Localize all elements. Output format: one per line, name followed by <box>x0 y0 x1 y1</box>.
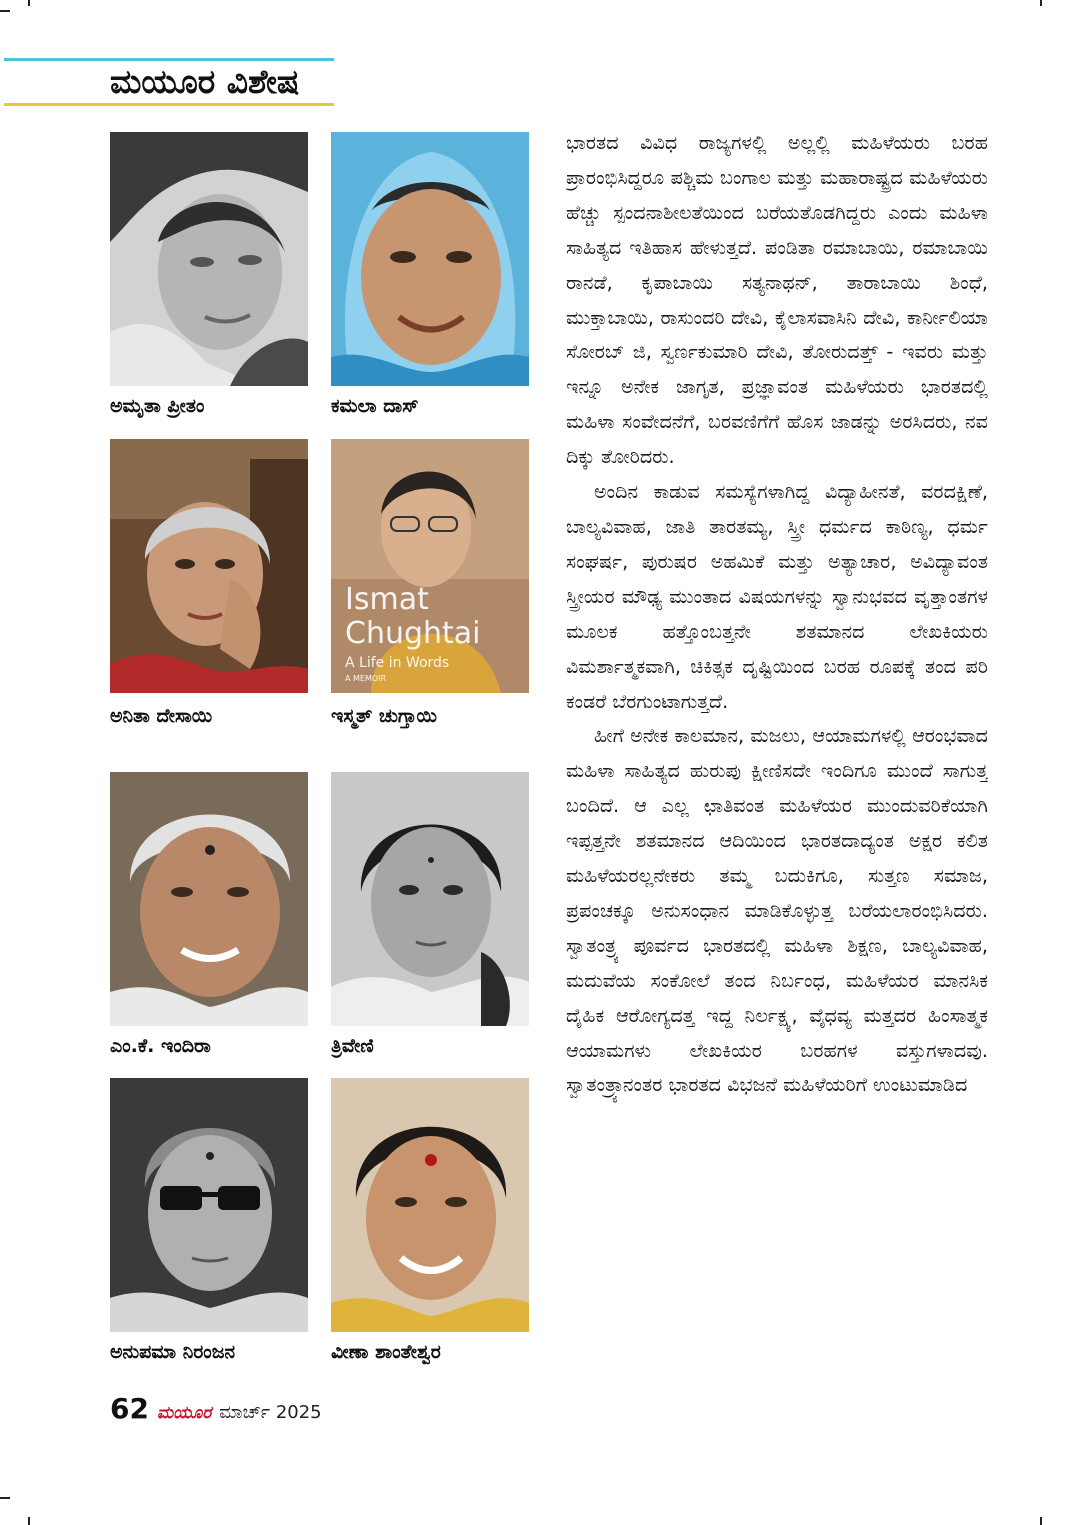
book-tagline: A MEMOIR <box>345 674 387 683</box>
portrait-caption: ಎಂ.ಕೆ. ಇಂದಿರಾ <box>110 1035 211 1057</box>
portrait-caption: ಅನುಪಮಾ ನಿರಂಜನ <box>110 1341 236 1363</box>
portrait-photo <box>331 132 529 386</box>
section-title: ಮಯೂರ ವಿಶೇಷ <box>110 62 300 101</box>
book-title: Ismat <box>345 582 429 617</box>
magazine-logo: ಮಯೂರ <box>156 1403 212 1423</box>
issue-date: ಮಾರ್ಚ್ 2025 <box>219 1402 322 1423</box>
page-number: 62 <box>110 1392 149 1425</box>
portrait-photo <box>110 1078 308 1332</box>
article-paragraph: ಅಂದಿನ ಕಾಡುವ ಸಮಸ್ಯೆಗಳಾಗಿದ್ದ ವಿದ್ಯಾಹೀನತೆ, ವರದಕ್ಷಿಣೆ, ಬಾಲ್ಯವಿವಾಹ, ಜಾತಿ ತಾರತಮ್ಯ, ಸ್ತ್ರೀ ಧರ್ಮದ ಕಾಠಿಣ್ಯ, ಧರ್ಮ ಸಂಘರ್ಷ, ಪುರುಷರ ಅಹಮಿಕೆ ಮತ್ತು ಅತ್ಯಾಚಾರ, ಅವಿದ್ಯಾವಂತ ಸ್ತ್ರೀಯರ ಮೌಢ್ಯ ಮುಂತಾದ ವಿಷಯಗಳನ್ನು ಸ್ವಾನುಭವದ ವೃತ್ತಾಂತಗಳ ಮೂಲಕ ಹತ್ತೊಂಬತ್ತನೇ ಶತಮಾನದ ಲೇಖಕಿಯರು ವಿಮರ್ಶಾತ್ಮಕವಾಗಿ, ಚಿಕಿತ್ಸಕ ದೃಷ್ಟಿಯಿಂದ ಬರಹ ರೂಪಕ್ಕೆ ತಂದ ಪರಿ ಕಂಡರೆ ಬೆರಗುಂಟಾಗುತ್ತದೆ. <box>566 480 988 713</box>
portrait-caption: ವೀಣಾ ಶಾಂತೇಶ್ವರ <box>331 1341 441 1363</box>
portrait-photo <box>331 772 529 1026</box>
portrait-photo <box>110 439 308 693</box>
portrait-caption: ಅನಿತಾ ದೇಸಾಯಿ <box>110 705 213 727</box>
header-rule-yellow <box>4 103 334 106</box>
crop-mark <box>0 10 10 12</box>
crop-mark <box>28 1517 30 1525</box>
page-footer <box>110 1392 322 1432</box>
portrait-photo <box>110 132 308 386</box>
portrait-photo <box>110 772 308 1026</box>
portrait-caption: ಇಸ್ಮತ್ ಚುಗ್ತಾಯಿ <box>331 705 437 727</box>
book-subtitle: A Life in Words <box>345 655 450 671</box>
crop-mark <box>0 1497 10 1499</box>
header-rule-cyan <box>4 58 334 61</box>
crop-mark <box>1040 0 1042 6</box>
portrait-caption: ತ್ರಿವೇಣಿ <box>331 1035 374 1057</box>
book-cover <box>331 439 529 693</box>
article-paragraph: ಹೀಗೆ ಅನೇಕ ಕಾಲಮಾನ, ಮಜಲು, ಆಯಾಮಗಳಲ್ಲಿ ಆರಂಭವಾದ ಮಹಿಳಾ ಸಾಹಿತ್ಯದ ಹುರುಪು ಕ್ಷೀಣಿಸದೇ ಇಂದಿಗೂ ಮುಂದೆ ಸಾಗುತ್ತ ಬಂದಿದೆ. ಆ ಎಲ್ಲ ಛಾತಿವಂತ ಮಹಿಳೆಯರ ಮುಂದುವರಿಕೆಯಾಗಿ ಇಪ್ಪತ್ತನೇ ಶತಮಾನದ ಆದಿಯಿಂದ ಭಾರತದಾದ್ಯಂತ ಅಕ್ಷರ ಕಲಿತ ಮಹಿಳೆಯರಲ್ಲನೇಕರು ತಮ್ಮ ಬದುಕಿಗೂ, ಸುತ್ತಣ ಸಮಾಜ, ಪ್ರಪಂಚಕ್ಕೂ ಅನುಸಂಧಾನ ಮಾಡಿಕೊಳ್ಳುತ್ತ ಬರೆಯಲಾರಂಭಿಸಿದರು. ಸ್ವಾತಂತ್ರ್ಯ ಪೂರ್ವದ ಭಾರತದಲ್ಲಿ ಮಹಿಳಾ ಶಿಕ್ಷಣ, ಬಾಲ್ಯವಿವಾಹ, ಮದುವೆಯ ಸಂಕೋಲೆ ತಂದ ನಿರ್ಬಂಧ, ಮಹಿಳೆಯರ ಮಾನಸಿಕ ದೈಹಿಕ ಆರೋಗ್ಯದತ್ತ ಇದ್ದ ನಿರ್ಲಕ್ಷ್ಯ, ವೈಧವ್ಯ ಮತ್ತದರ ಹಿಂಸಾತ್ಮಕ ಆಯಾಮಗಳು ಲೇಖಕಿಯರ ಬರಹಗಳ ವಸ್ತುಗಳಾದವು. ಸ್ವಾತಂತ್ರ್ಯಾನಂತರ ಭಾರತದ ವಿಭಜನೆ ಮಹಿಳೆಯರಿಗೆ ಉಂಟುಮಾಡಿದ <box>566 724 988 1097</box>
book-author: Chughtai <box>345 616 481 651</box>
crop-mark <box>1040 1517 1042 1525</box>
portrait-caption: ಕಮಲಾ ದಾಸ್ <box>331 395 419 417</box>
article-paragraph: ಭಾರತದ ವಿವಿಧ ರಾಜ್ಯಗಳಲ್ಲಿ ಅಲ್ಲಲ್ಲಿ ಮಹಿಳೆಯರು ಬರಹ ಪ್ರಾರಂಭಿಸಿದ್ದರೂ ಪಶ್ಚಿಮ ಬಂಗಾಲ ಮತ್ತು ಮಹಾರಾಷ್ಟ್ರದ ಮಹಿಳೆಯರು ಹೆಚ್ಚು ಸ್ಪಂದನಾಶೀಲತೆಯಿಂದ ಬರೆಯತೊಡಗಿದ್ದರು ಎಂದು ಮಹಿಳಾ ಸಾಹಿತ್ಯದ ಇತಿಹಾಸ ಹೇಳುತ್ತದೆ. ಪಂಡಿತಾ ರಮಾಬಾಯಿ, ರಮಾಬಾಯಿ ರಾನಡೆ, ಕೃಪಾಬಾಯಿ ಸತ್ಯನಾಥನ್, ತಾರಾಬಾಯಿ ಶಿಂಧೆ, ಮುಕ್ತಾಬಾಯಿ, ರಾಸುಂದರಿ ದೇವಿ, ಕೈಲಾಸವಾಸಿನಿ ದೇವಿ, ಕಾರ್ನೀಲಿಯಾ ಸೋರಬ್ ಜಿ, ಸ್ವರ್ಣಕುಮಾರಿ ದೇವಿ, ತೋರುದತ್ತ್ - ಇವರು ಮತ್ತು ಇನ್ನೂ ಅನೇಕ ಜಾಗೃತ, ಪ್ರಜ್ಞಾವಂತ ಮಹಿಳೆಯರು ಭಾರತದಲ್ಲಿ ಮಹಿಳಾ ಸಂವೇದನೆಗೆ, ಬರವಣಿಗೆಗೆ ಹೊಸ ಜಾಡನ್ನು ಅರಸಿದರು, ನವ ದಿಕ್ಕು ತೋರಿದರು. <box>566 131 988 469</box>
crop-mark <box>28 0 30 6</box>
article-body <box>566 126 988 1384</box>
portrait-caption: ಅಮೃತಾ ಪ್ರೀತಂ <box>110 395 205 417</box>
portrait-photo <box>331 1078 529 1332</box>
